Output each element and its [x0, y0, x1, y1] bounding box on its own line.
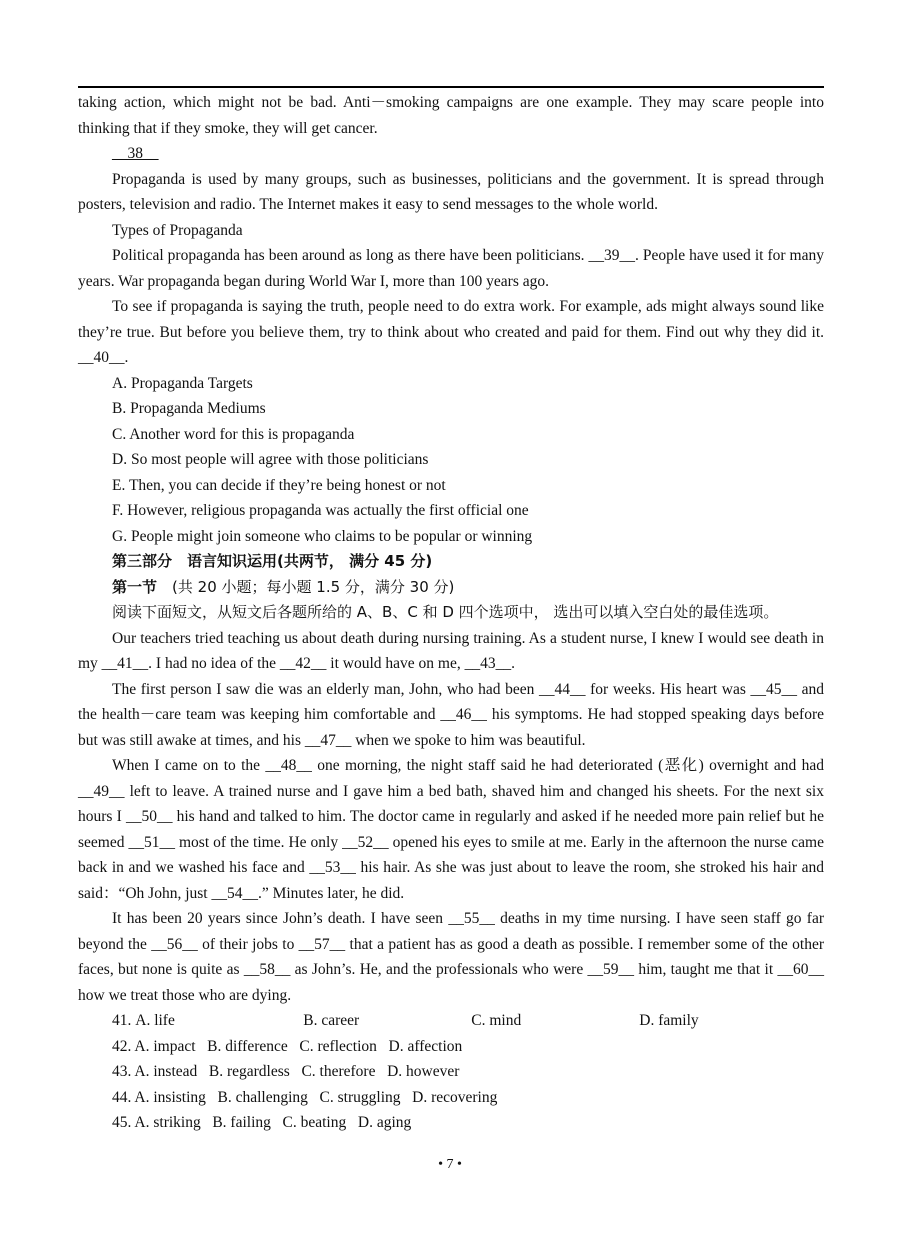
- question-number: 45.: [112, 1114, 132, 1131]
- choice-b: B. regardless: [208, 1063, 290, 1080]
- choice-b: B. failing: [212, 1114, 271, 1131]
- subsection-title: [78, 575, 824, 601]
- cloze-paragraph-3: When I came on to the __48__ one morning, the night staff said he had deteriorated (恶化) overnight and had __49__ left to leave. A trained nurse and I gave him a bed bath, shaved him and changed his sheets. For the next six hours I __50__ his hand and talked to him. The doctor came in regularly and asked if he needed more pain relief but he seemed __51__ most of the time. He only __52__ opened his eyes to smile at me. Early in the afternoon the nurse came back in and we washed his face and __53__ his hair. As she was just about to leave the room, she stroked his hair and said：“Oh John, just __54__.” Minutes later, he did.: [78, 757, 824, 902]
- choice-d: D. aging: [357, 1114, 412, 1131]
- choice-d: D. however: [387, 1063, 460, 1080]
- question-45: [78, 1110, 824, 1136]
- choice-d: D. affection: [388, 1037, 463, 1055]
- passage-heading: Types of Propaganda: [112, 221, 243, 239]
- option-g: G. People might join someone who claims to be popular or winning: [112, 527, 533, 545]
- choice-b: B. challenging: [217, 1088, 308, 1106]
- page-number: • 7 •: [438, 1157, 462, 1172]
- option-d: D. So most people will agree with those politicians: [112, 451, 429, 468]
- subsection-desc: (共 20 小题；每小题 1.5 分，满分 30 分): [172, 577, 455, 596]
- cloze-paragraph-2: The first person I saw die was an elderly man, John, who had been __44__ for weeks. His heart was __45__ and the health－care team was keeping him comfortable and __46__ his symptoms. He had stopped speaking days before but was still awake at times, and his __47__ when we spoke to him was beautiful.: [78, 680, 824, 749]
- subsection-label: 第一节: [112, 577, 158, 596]
- option-c: C. Another word for this is propaganda: [112, 425, 355, 443]
- question-42: [78, 1034, 824, 1060]
- cloze-instruction: 阅读下面短文，从短文后各题所给的 A、B、C 和 D 四个选项中， 选出可以填入空白处的最佳选项。: [112, 603, 779, 621]
- cloze-paragraph-4: It has been 20 years since John’s death. I have seen __55__ deaths in my time nursing. I have seen staff go far beyond the __56__ of their jobs to __57__ that a patient has as good a death as possible. I remember some of the other faces, but none is quite as __58__ as John’s. He, and the professionals who were __59__ him, taught me that it __60__ how we treat those who are dying.: [78, 910, 824, 1004]
- question-44: [78, 1085, 824, 1111]
- choice-a: A. life: [135, 1012, 175, 1029]
- passage-paragraph-4: To see if propaganda is saying the truth, people need to do extra work. For example, ads might always sound like they’re true. But before you believe them, try to think about who created and paid for them. Find out why they did it. __40__.: [78, 298, 824, 366]
- choice-a: A. insisting: [134, 1088, 206, 1106]
- option-f: F. However, religious propaganda was actually the first official one: [112, 502, 529, 519]
- choice-c: C. mind: [471, 1012, 522, 1029]
- option-e: E. Then, you can decide if they’re being honest or not: [112, 476, 446, 494]
- choice-c: C. struggling: [319, 1088, 401, 1106]
- option-a: A. Propaganda Targets: [112, 374, 253, 392]
- choice-b: B. career: [303, 1012, 360, 1029]
- cloze-paragraph-1: Our teachers tried teaching us about death during nursing training. As a student nurse, I knew I would see death in my __41__. I had no idea of the __42__ it would have on me, __43__.: [78, 629, 824, 672]
- choice-c: C. beating: [282, 1114, 347, 1131]
- passage-paragraph-2: Propaganda is used by many groups, such as businesses, politicians and the government. It is spread through posters, television and radio. The Internet makes it easy to send messages to the whole world.: [78, 170, 824, 213]
- question-41: [78, 1008, 824, 1034]
- choice-d: D. recovering: [412, 1088, 498, 1106]
- page-content: [78, 90, 824, 1136]
- question-number: 41.: [112, 1012, 132, 1029]
- question-43: [78, 1059, 824, 1085]
- passage-paragraph-3: Political propaganda has been around as long as there have been politicians. __39__. People have used it for many years. War propaganda began during World War I, more than 100 years ago.: [78, 247, 824, 290]
- passage-paragraph-1: taking action, which might not be bad. Anti－smoking campaigns are one example. They may scare people into thinking that if they smoke, they will get cancer.: [78, 94, 824, 137]
- question-number: 43.: [112, 1063, 132, 1080]
- choice-a: A. instead: [134, 1063, 198, 1080]
- header-rule: [78, 86, 824, 88]
- choice-c: C. reflection: [299, 1037, 377, 1055]
- question-number: 44.: [112, 1088, 132, 1106]
- choice-d: D. family: [639, 1012, 699, 1029]
- blank-38: __38__: [112, 145, 159, 162]
- choice-b: B. difference: [207, 1037, 288, 1055]
- choice-a: A. impact: [134, 1037, 196, 1055]
- choice-c: C. therefore: [301, 1063, 376, 1080]
- question-number: 42.: [112, 1037, 132, 1055]
- choice-a: A. striking: [134, 1114, 201, 1131]
- section-title: 第三部分 语言知识运用(共两节， 满分 45 分): [112, 552, 433, 570]
- option-b: B. Propaganda Mediums: [112, 400, 266, 417]
